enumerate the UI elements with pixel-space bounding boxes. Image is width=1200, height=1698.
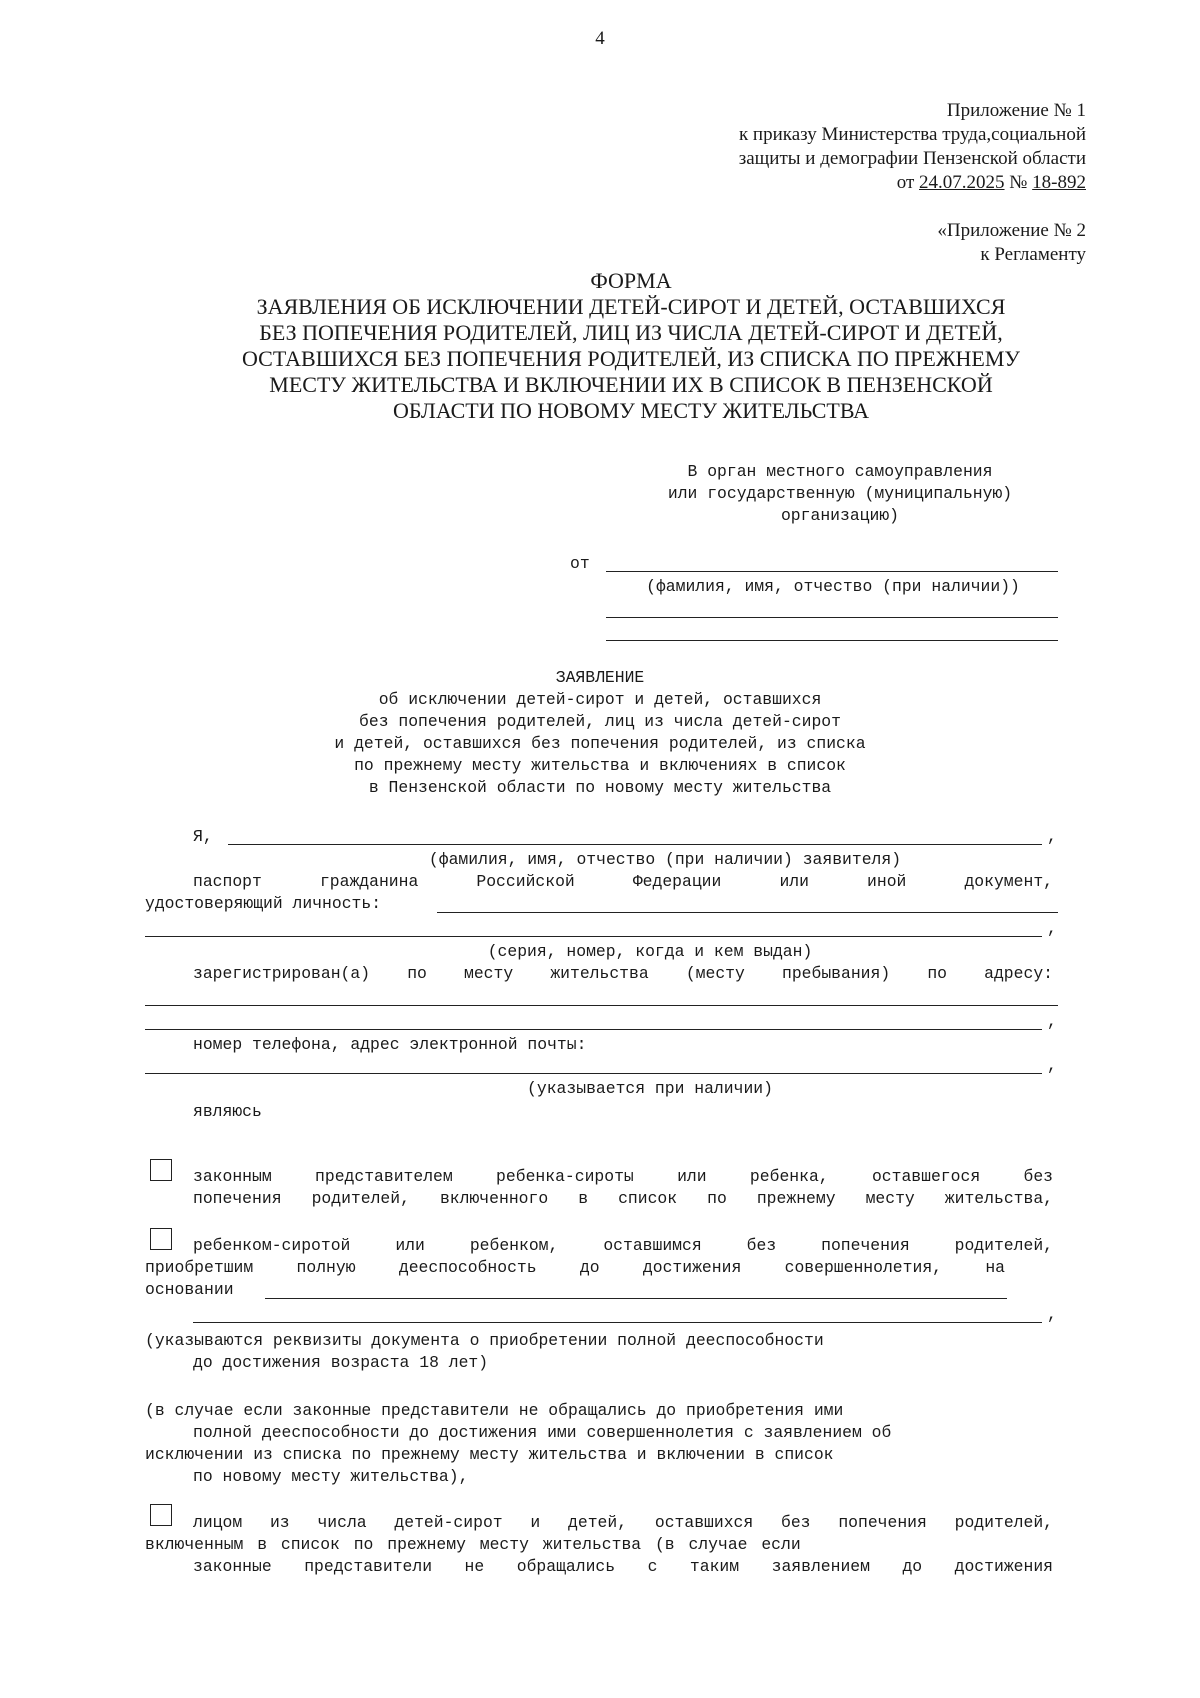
order-date: 24.07.2025 bbox=[919, 172, 1005, 193]
applicant-name-hint: (фамилия, имя, отчество (при наличии) заявителя) bbox=[428, 850, 902, 869]
applicant-comma: , bbox=[1047, 827, 1057, 846]
phone-email-field[interactable] bbox=[145, 1073, 1042, 1074]
phone-hint: (указывается при наличии) bbox=[527, 1079, 773, 1098]
statement-title-line1: ЗАЯВЛЕНИЕ bbox=[555, 668, 645, 687]
from-label: от bbox=[570, 554, 590, 573]
identity-document-field-2[interactable] bbox=[145, 936, 1042, 937]
phone-label: номер телефона, адрес электронной почты: bbox=[193, 1035, 587, 1054]
from-extra-field-2[interactable] bbox=[606, 640, 1058, 641]
option-orphan-full-capacity-checkbox[interactable] bbox=[150, 1228, 172, 1250]
appendix-header-line3: защиты и демографии Пензенской области bbox=[738, 148, 1086, 169]
form-title-line3: БЕЗ ПОПЕЧЕНИЯ РОДИТЕЛЕЙ, ЛИЦ ИЗ ЧИСЛА ДЕТЕЙ-СИРОТ И ДЕТЕЙ, bbox=[259, 320, 1003, 345]
identity-comma: , bbox=[1047, 919, 1057, 938]
option-former-orphan-checkbox[interactable] bbox=[150, 1504, 172, 1526]
option2-hint1: (указываются реквизиты документа о приобретении полной дееспособности bbox=[145, 1331, 824, 1350]
address-field-2[interactable] bbox=[145, 1029, 1042, 1030]
basis-comma: , bbox=[1047, 1305, 1057, 1324]
note-line3: исключении из списка по прежнему месту жительства и включении в список bbox=[145, 1445, 834, 1464]
option1-line2: попечения родителей, включенного в список по прежнему месту жительства, bbox=[193, 1189, 1053, 1208]
basis-field-2[interactable] bbox=[193, 1322, 1042, 1323]
applicant-name-field[interactable] bbox=[228, 844, 1042, 845]
passport-line: паспорт гражданина Российской Федерации или иной документ, bbox=[193, 872, 1053, 891]
option2-hint2: до достижения возраста 18 лет) bbox=[193, 1353, 489, 1372]
statement-title-line4: и детей, оставшихся без попечения родителей, из списка bbox=[334, 734, 866, 753]
registered-line: зарегистрирован(а) по месту жительства (месту пребывания) по адресу: bbox=[193, 964, 1053, 983]
form-title-line1: ФОРМА bbox=[590, 268, 672, 293]
i-am-label: являюсь bbox=[193, 1102, 262, 1121]
identity-document-field[interactable] bbox=[437, 912, 1058, 913]
option2-line2: приобретшим полную дееспособность до достижения совершеннолетия, на bbox=[145, 1258, 1005, 1277]
option-legal-representative-checkbox[interactable] bbox=[150, 1159, 172, 1181]
phone-comma: , bbox=[1047, 1056, 1057, 1075]
from-name-hint: (фамилия, имя, отчество (при наличии)) bbox=[646, 577, 1020, 596]
statement-title-line6: в Пензенской области по новому месту жительства bbox=[368, 778, 832, 797]
statement-title-line5: по прежнему месту жительства и включениях в список bbox=[354, 756, 846, 775]
option2-line3: основании bbox=[145, 1280, 234, 1299]
form-title-line5: МЕСТУ ЖИТЕЛЬСТВА И ВКЛЮЧЕНИИ ИХ В СПИСОК В ПЕНЗЕНСКОЙ bbox=[269, 372, 993, 397]
option3-line1: лицом из числа детей-сирот и детей, оставшихся без попечения родителей, bbox=[193, 1513, 1053, 1532]
note-line2: полной дееспособности до достижения ими совершеннолетия с заявлением об bbox=[193, 1423, 892, 1442]
statement-title-line2: об исключении детей-сирот и детей, оставшихся bbox=[378, 690, 822, 709]
statement-title-line3: без попечения родителей, лиц из числа детей-сирот bbox=[359, 712, 841, 731]
appendix-two-line1: «Приложение № 2 bbox=[937, 220, 1086, 241]
order-date-prefix: от bbox=[896, 172, 920, 193]
order-number-sign: № bbox=[1004, 172, 1033, 193]
i-label: Я, bbox=[193, 827, 213, 846]
recipient-line3: организацию) bbox=[780, 506, 900, 525]
recipient-line1: В орган местного самоуправления bbox=[687, 462, 993, 481]
option1-line1: законным представителем ребенка-сироты или ребенка, оставшегося без bbox=[193, 1167, 1053, 1186]
address-comma: , bbox=[1047, 1012, 1057, 1031]
form-title-line4: ОСТАВШИХСЯ БЕЗ ПОПЕЧЕНИЯ РОДИТЕЛЕЙ, ИЗ СПИСКА ПО ПРЕЖНЕМУ bbox=[242, 346, 1020, 371]
note-line1: (в случае если законные представители не обращались до приобретения ими bbox=[145, 1401, 844, 1420]
basis-field-1[interactable] bbox=[265, 1298, 1007, 1299]
note-line4: по новому месту жительства), bbox=[193, 1467, 469, 1486]
appendix-header-line1: Приложение № 1 bbox=[946, 100, 1086, 121]
option2-line1: ребенком-сиротой или ребенком, оставшимся без попечения родителей, bbox=[193, 1236, 1053, 1255]
order-number: 18-892 bbox=[1032, 172, 1086, 193]
passport-hint: (серия, номер, когда и кем выдан) bbox=[487, 942, 813, 961]
identity-label: удостоверяющий личность: bbox=[145, 894, 382, 913]
appendix-header-line2: к приказу Министерства труда,социальной bbox=[738, 124, 1086, 145]
appendix-header-line4 bbox=[897, 172, 1086, 194]
option3-line2: включенным в список по прежнему месту жительства (в случае если bbox=[145, 1535, 801, 1554]
from-extra-field-1[interactable] bbox=[606, 617, 1058, 618]
appendix-two-line2: к Регламенту bbox=[980, 244, 1086, 265]
recipient-line2: или государственную (муниципальную) bbox=[667, 484, 1013, 503]
option3-line3: законные представители не обращались с таким заявлением до достижения bbox=[193, 1557, 1053, 1576]
from-name-field[interactable] bbox=[606, 571, 1058, 572]
page-number: 4 bbox=[595, 28, 605, 49]
address-field-1[interactable] bbox=[145, 1005, 1058, 1006]
form-title-line6: ОБЛАСТИ ПО НОВОМУ МЕСТУ ЖИТЕЛЬСТВА bbox=[392, 398, 870, 423]
form-title-line2: ЗАЯВЛЕНИЯ ОБ ИСКЛЮЧЕНИИ ДЕТЕЙ-СИРОТ И ДЕТЕЙ, ОСТАВШИХСЯ bbox=[256, 294, 1006, 319]
